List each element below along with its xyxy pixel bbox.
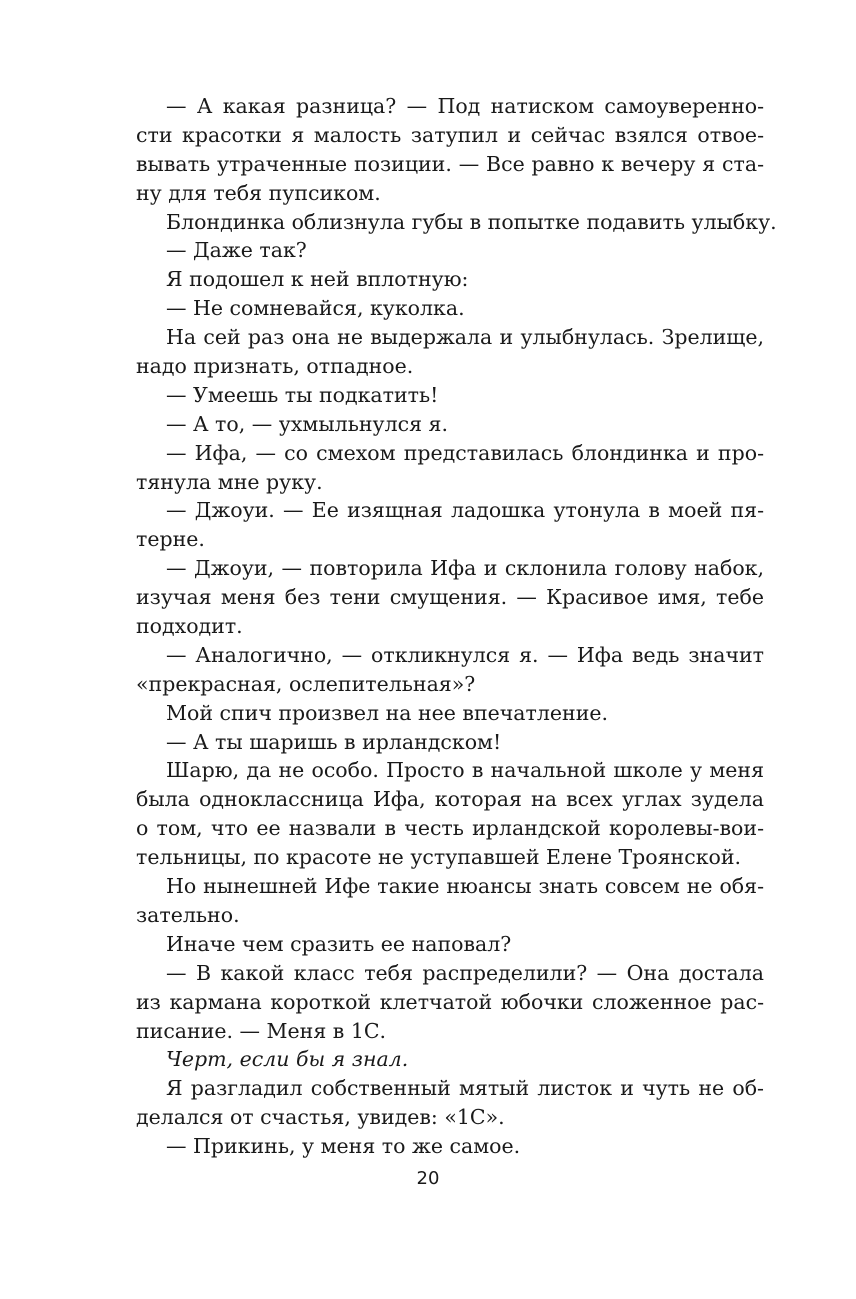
text-line: вывать утраченные позиции. — Все равно к вечеру я ста- <box>136 151 764 176</box>
text-line: Я подошел к ней вплотную: <box>166 267 469 292</box>
text-line: — Ифа, — со смехом представилась блондинка и про- <box>166 440 764 465</box>
text-line: Блондинка облизнула губы в попытке подавить улыбку. <box>166 209 777 234</box>
text-line: тельницы, по красоте не уступавшей Елене Троянской. <box>136 845 742 870</box>
text-line: На сей раз она не выдержала и улыбнулась. Зрелище, <box>166 325 764 350</box>
text-line: Я разгладил собственный мятый листок и чуть не об- <box>166 1076 764 1101</box>
text-line-italic: Черт, если бы я знал. <box>166 1047 409 1072</box>
text-line: «прекрасная, ослепительная»? <box>136 671 476 696</box>
text-line: — Даже так? <box>166 238 307 263</box>
text-line: — Прикинь, у меня то же самое. <box>166 1134 521 1159</box>
text-line: зательно. <box>136 902 240 927</box>
text-line: ну для тебя пупсиком. <box>136 180 381 205</box>
text-line: — Не сомневайся, куколка. <box>166 296 465 321</box>
text-line: сти красотки я малость затупил и сейчас взялся отвое- <box>136 122 764 147</box>
text-line: — А то, — ухмыльнулся я. <box>166 411 448 436</box>
text-line: делался от счастья, увидев: «1С». <box>136 1105 505 1130</box>
text-line: из кармана короткой клетчатой юбочки сложенное рас- <box>136 989 764 1014</box>
text-line: надо признать, отпадное. <box>136 354 414 379</box>
text-line: Шарю, да не особо. Просто в начальной школе у меня <box>166 758 764 783</box>
text-line: Но нынешней Ифе такие нюансы знать совсем не обя- <box>166 874 764 899</box>
text-line: тянула мне руку. <box>136 469 323 494</box>
body-text <box>136 92 777 1161</box>
text-line: писание. — Меня в 1С. <box>136 1018 387 1043</box>
text-line: — А какая разница? — Под натиском самоуверенно- <box>166 94 764 118</box>
text-line: — А ты шаришь в ирландском! <box>166 729 502 754</box>
text-line: изучая меня без тени смущения. — Красивое имя, тебе <box>136 585 764 610</box>
text-line: Мой спич произвел на нее впечатление. <box>166 700 609 725</box>
text-line: Иначе чем сразить ее наповал? <box>166 931 512 956</box>
text-line: терне. <box>136 527 205 552</box>
text-line: — В какой класс тебя распределили? — Она достала <box>166 960 764 985</box>
text-line: о том, что ее назвали в честь ирландской королевы-вои- <box>136 816 764 841</box>
text-line: — Джоуи. — Ее изящная ладошка утонула в моей пя- <box>166 498 764 523</box>
text-line: подходит. <box>136 614 243 639</box>
text-line: — Джоуи, — повторила Ифа и склонила голову набок, <box>166 556 764 581</box>
text-line: была одноклассница Ифа, которая на всех углах зудела <box>136 787 764 812</box>
text-line: — Умеешь ты подкатить! <box>166 382 439 407</box>
text-line: — Аналогично, — откликнулся я. — Ифа ведь значит <box>166 642 764 667</box>
page-number: 20 <box>416 1168 440 1189</box>
